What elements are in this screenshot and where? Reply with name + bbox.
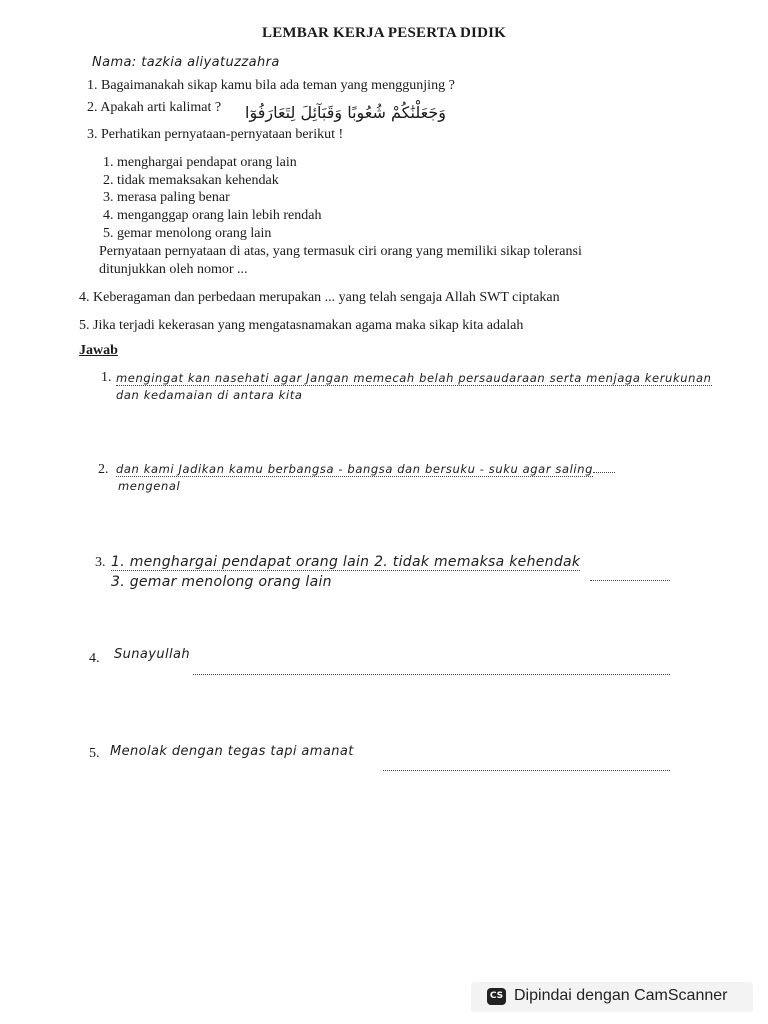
statement-item: 5. gemar menolong orang lain bbox=[103, 226, 272, 241]
answer-2-line-1: dan kami Jadikan kamu berbangsa - bangsa dan bersuku - suku agar saling bbox=[116, 462, 615, 477]
question-2-arabic-verse: وَجَعَلْنَٰكُمْ شُعُوبًا وَقَبَآئِلَ لِتَعَارَفُوٓا bbox=[245, 103, 446, 122]
answer-4-line-1: Sunayullah bbox=[114, 647, 191, 662]
answer-5-number: 5. bbox=[89, 746, 100, 761]
answer-3-line-1: 1. menghargai pendapat orang lain 2. tidak memaksa kehendak bbox=[111, 554, 581, 570]
dotted-answer-line bbox=[383, 770, 670, 771]
question-3: 3. Perhatikan pernyataan-pernyataan berikut ! bbox=[87, 127, 344, 142]
camscanner-icon: CS bbox=[487, 988, 506, 1005]
statement-item: 2. tidak memaksakan kehendak bbox=[103, 173, 279, 188]
statement-item: 4. menganggap orang lain lebih rendah bbox=[103, 208, 322, 223]
statement-item: 3. merasa paling benar bbox=[103, 190, 230, 205]
dotted-answer-line bbox=[193, 674, 670, 675]
answer-3-number: 3. bbox=[95, 555, 106, 570]
question-2: 2. Apakah arti kalimat ? bbox=[87, 100, 222, 115]
answer-2-line-2: mengenal bbox=[118, 479, 181, 493]
answer-1-line-1: mengingat kan nasehati agar Jangan memecah belah persaudaraan serta menjaga kerukunan bbox=[116, 371, 712, 385]
scanner-watermark-text: Dipindai dengan CamScanner bbox=[514, 987, 728, 1004]
answer-3-line-2: 3. gemar menolong orang lain bbox=[111, 574, 332, 590]
answers-heading: Jawab bbox=[79, 343, 118, 358]
dotted-answer-line bbox=[590, 580, 670, 581]
question-3-note: ditunjukkan oleh nomor ... bbox=[99, 262, 248, 277]
question-3-note: Pernyataan pernyataan di atas, yang termasuk ciri orang yang memiliki sikap toleransi bbox=[99, 244, 582, 259]
student-name: Nama: tazkia aliyatuzzahra bbox=[92, 55, 280, 70]
question-4: 4. Keberagaman dan perbedaan merupakan ... yang telah sengaja Allah SWT ciptakan bbox=[79, 290, 560, 305]
question-1: 1. Bagaimanakah sikap kamu bila ada teman yang menggunjing ? bbox=[87, 78, 455, 93]
worksheet-title: LEMBAR KERJA PESERTA DIDIK bbox=[261, 25, 507, 41]
answer-2-number: 2. bbox=[98, 462, 109, 477]
statement-item: 1. menghargai pendapat orang lain bbox=[103, 155, 297, 170]
answer-1-number: 1. bbox=[101, 370, 112, 385]
answer-5-line-1: Menolak dengan tegas tapi amanat bbox=[110, 744, 354, 759]
question-5: 5. Jika terjadi kekerasan yang mengatasnamakan agama maka sikap kita adalah bbox=[79, 318, 524, 333]
answer-1-line-2: dan kedamaian di antara kita bbox=[116, 388, 303, 402]
answer-4-number: 4. bbox=[89, 651, 100, 666]
